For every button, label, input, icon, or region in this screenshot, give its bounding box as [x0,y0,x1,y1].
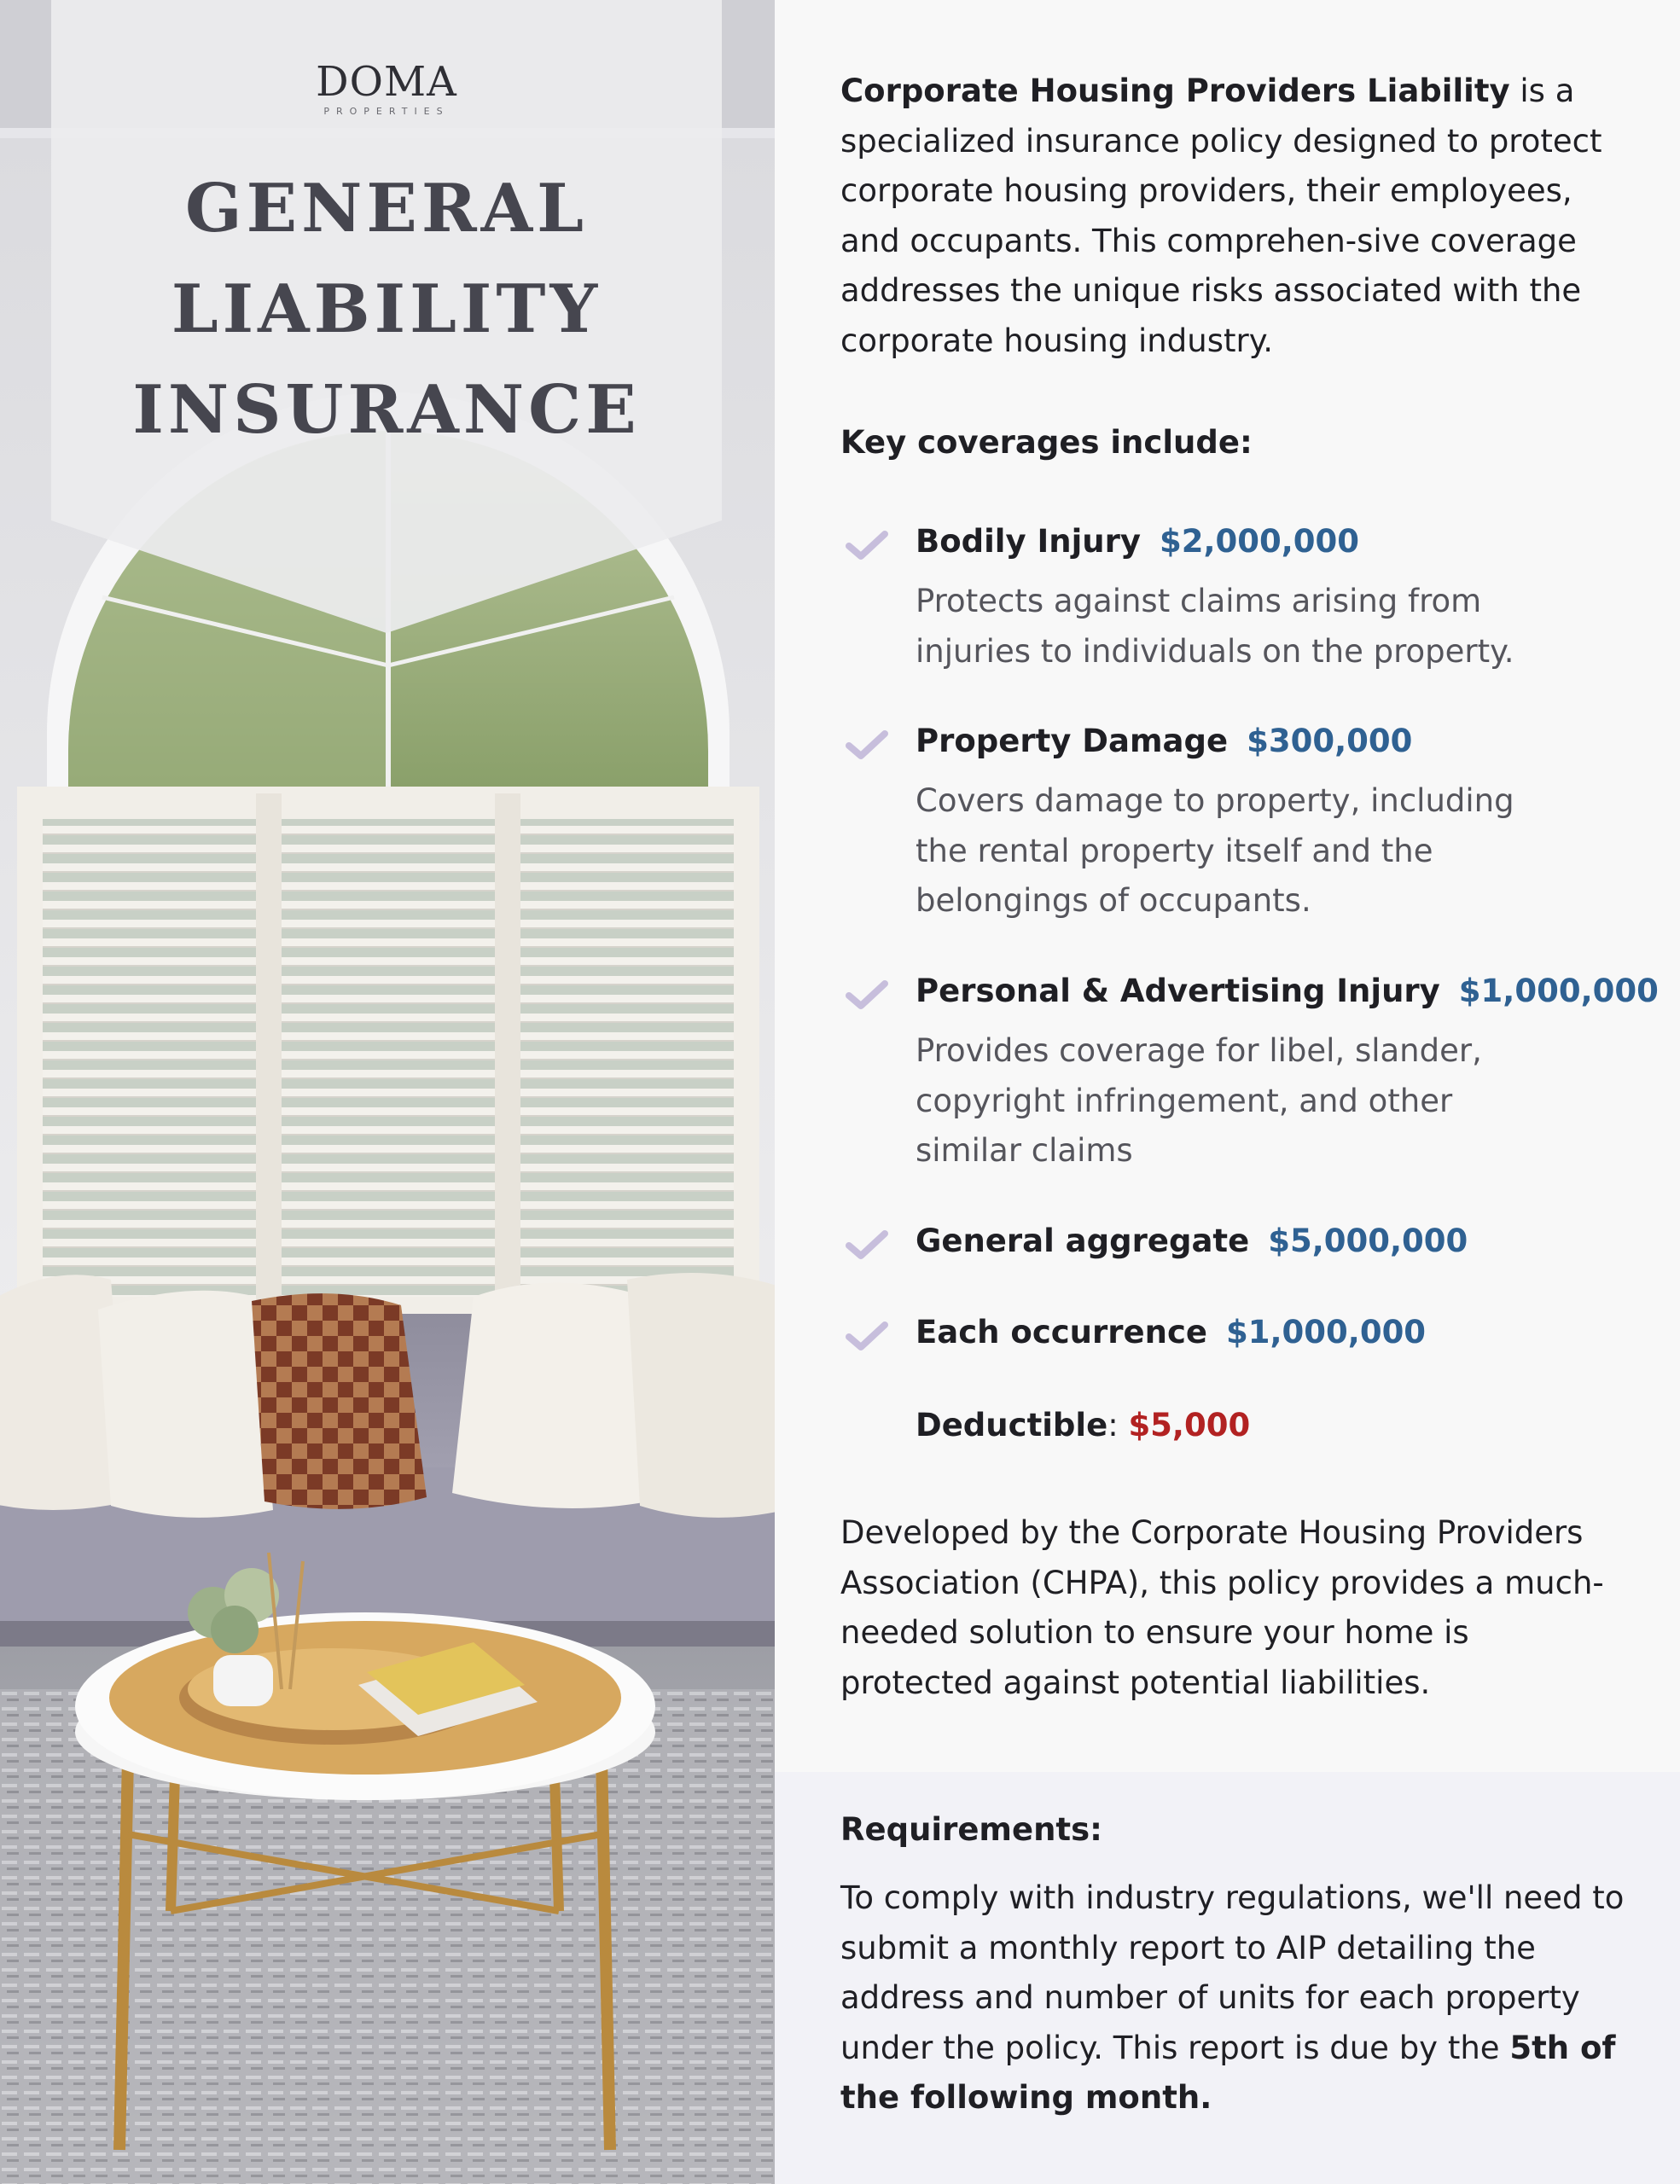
intro-bold: Corporate Housing Providers Liability [840,73,1510,109]
coverage-amount: $1,000,000 [1458,973,1659,1009]
coverage-description: Covers damage to property, including the rental property itself and the belongings of occupants. [916,782,1514,920]
coverage-amount: $1,000,000 [1225,1314,1427,1350]
check-icon [846,1321,888,1352]
coverage-name: Property Damage [916,723,1229,759]
doma-logo [51,58,722,117]
page-title [51,159,722,461]
check-icon [846,531,888,561]
check-icon [846,730,888,761]
key-coverages-heading: Key coverages include: [840,424,1253,461]
check-icon [846,1230,888,1261]
title-line-3: INSURANCE [132,371,641,449]
intro-paragraph [840,67,1625,367]
coverage-amount: $300,000 [1247,723,1413,759]
closing-paragraph: Developed by the Corporate Housing Providers Association (CHPA), this policy provides a much-needed solution to ensure your home is protected against potential liabilities. [840,1514,1604,1701]
intro-text: is a specialized insurance policy designed to protect corporate housing providers, their employees, and occupants. This comprehen-sive coverage addresses the unique risks associated with the corporate housing industry. [840,73,1602,359]
title-line-1: GENERAL [185,170,588,247]
deductible-amount: $5,000 [1128,1407,1251,1443]
coverage-description: Provides coverage for libel, slander, copyright infringement, and other similar claims [916,1032,1482,1170]
coverage-name: Bodily Injury [916,523,1141,560]
coverage-amount: $5,000,000 [1268,1223,1468,1259]
check-icon [846,980,888,1011]
requirements-heading: Requirements: [840,1811,1102,1848]
coverage-name: Personal & Advertising Injury [916,973,1440,1009]
deductible-line [916,1401,1250,1450]
deductible-label: Deductible [916,1407,1108,1443]
logo-tagline: PROPERTIES [323,106,450,117]
requirements-deadline: 5th of the following month. [840,2029,1616,2117]
requirements-text: To comply with industry regulations, we'll need to submit a monthly report to AIP detailing the address and number of units for each property under the policy. This report is due by the [840,1879,1625,2066]
coverage-description: Protects against claims arising from injuries to individuals on the property. [916,583,1514,670]
coverage-name: Each occurrence [916,1314,1207,1350]
requirements-paragraph [840,1873,1625,2123]
title-banner [51,0,722,633]
deductible-separator: : [1107,1407,1129,1443]
logo-wordmark: DOMA [316,58,457,106]
coverage-name: General aggregate [916,1223,1250,1259]
title-line-2: LIABILITY [171,270,602,348]
coverage-amount: $2,000,000 [1159,523,1360,560]
